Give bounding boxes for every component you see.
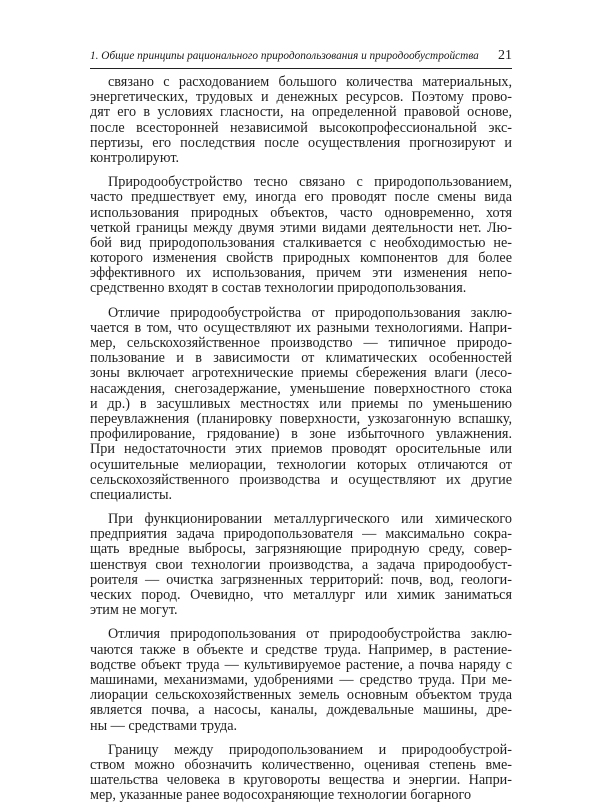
text-line: шательства человека в круговороты вещества и энергии. Напри- bbox=[90, 772, 512, 789]
text-line: специалисты. bbox=[90, 486, 173, 503]
page-number: 21 bbox=[498, 48, 512, 63]
text-line: этим не могут. bbox=[90, 602, 178, 619]
text-line: водстве объект труда — культивируемое растение, а почва наряду с bbox=[90, 656, 512, 673]
text-line: пертизы, его последствия после осуществления прогнозируют и bbox=[90, 134, 512, 151]
text-line: Отличия природопользования от природообустройства заклю- bbox=[108, 626, 512, 643]
text-line: Отличие природообустройства от природопользования заклю- bbox=[108, 304, 512, 321]
paragraph bbox=[90, 743, 512, 804]
text-line: чается в том, что осуществляют их разными технологиями. Напри- bbox=[90, 319, 512, 336]
text-line: профилирование, грядование) в зоне избыточного увлажнения. bbox=[90, 426, 512, 443]
text-line: является почва, а насосы, каналы, дождевальные машины, дре- bbox=[90, 702, 512, 719]
text-line: роителя — очистка загрязненных территорий: почв, вод, геологи- bbox=[90, 571, 512, 588]
body-text bbox=[90, 75, 512, 812]
text-line: связано с расходованием большого количества материальных, bbox=[108, 74, 512, 90]
text-line: пользование и в зависимости от климатических особенностей bbox=[90, 350, 512, 367]
text-line: зоны включает агротехнические приемы сбережения влаги (лесо- bbox=[90, 365, 512, 382]
text-line: машинами, механизмами, удобрениями — средство труда. При ме- bbox=[90, 671, 512, 688]
text-line: энергетических, трудовых и денежных ресурсов. Поэтому прово- bbox=[90, 89, 512, 106]
text-line: контролируют. bbox=[90, 149, 179, 166]
text-line: часто предшествует ему, иногда его проводят после смены вида bbox=[90, 189, 512, 206]
text-line: после всесторонней независимой высокопрофессиональной экс- bbox=[90, 119, 512, 136]
text-line: При функционировании металлургического или химического bbox=[108, 511, 512, 528]
paragraph bbox=[90, 306, 512, 503]
text-line: лиорации сельскохозяйственных земель основным объектом труда bbox=[90, 687, 512, 704]
text-line: эффективного их использования, причем эти изменения непо- bbox=[90, 265, 512, 282]
text-line: При недостаточности этих приемов проводят оросительные или bbox=[90, 441, 512, 458]
paragraph bbox=[90, 175, 512, 297]
chapter-title: 1. Общие принципы рационального природопользования и природообустройства bbox=[90, 50, 479, 62]
text-line: Границу между природопользованием и природообустрой- bbox=[108, 741, 512, 758]
text-line: которого изменения свойств природных компонентов для более bbox=[90, 250, 512, 267]
text-line: ческих пород. Очевидно, что металлург или химик заниматься bbox=[90, 587, 512, 603]
text-line: щать вредные выбросы, загрязняющие природную среду, совер- bbox=[90, 541, 512, 558]
text-line: мер, указанные ранее водосохраняющие технологии богарного bbox=[90, 787, 472, 804]
paragraph bbox=[90, 627, 512, 733]
text-line: бой вид природопользования сталкивается с необходимостью не- bbox=[90, 234, 512, 251]
paragraph bbox=[90, 512, 512, 618]
text-line: шенствуя свои технологии производства, а задача природообуст- bbox=[90, 556, 512, 573]
running-header bbox=[90, 48, 512, 69]
paragraph bbox=[90, 75, 512, 166]
text-line: средственно входят в состав технологии природопользования. bbox=[90, 280, 467, 297]
text-line: чаются также в объекте и средстве труда. Например, в растение- bbox=[90, 641, 512, 658]
text-line: мер, сельскохозяйственное производство — типичное природо- bbox=[90, 335, 512, 351]
text-line: Природообустройство тесно связано с природопользованием, bbox=[108, 174, 512, 191]
text-line: переувлажнения (планировку поверхности, узкозагонную вспашку, bbox=[90, 410, 512, 427]
text-line: предприятия задача природопользователя — максимально сокра- bbox=[90, 526, 512, 543]
text-line: насаждения, снегозадержание, уменьшение поверхностного стока bbox=[90, 380, 512, 397]
text-line: дят его в условиях гласности, на определенной правовой основе, bbox=[90, 104, 512, 121]
text-line: ством можно обозначить количественно, оценивая степень вме- bbox=[90, 756, 512, 773]
text-line: и др.) в засушливых местностях или приемы по уменьшению bbox=[90, 395, 512, 412]
text-line: сельскохозяйственного производства и осуществляют их другие bbox=[90, 471, 512, 488]
text-line: четкой границы между двумя этими видами деятельности нет. Лю- bbox=[90, 219, 512, 236]
text-line: осушительные мелиорации, технологии которых отличаются от bbox=[90, 456, 512, 473]
text-line: ны — средствами труда. bbox=[90, 717, 238, 734]
text-line: использования природных объектов, часто одновременно, хотя bbox=[90, 204, 512, 221]
